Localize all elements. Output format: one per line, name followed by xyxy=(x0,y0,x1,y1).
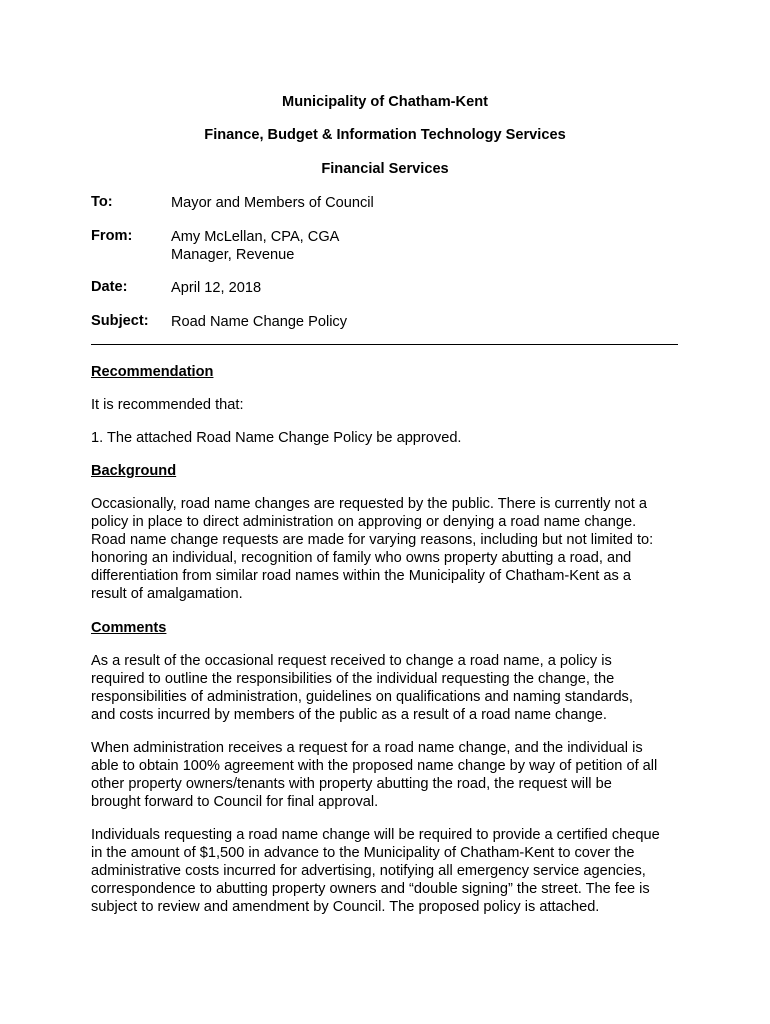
from-name: Amy McLellan, CPA, CGA xyxy=(171,229,340,245)
to-value: Mayor and Members of Council xyxy=(171,195,374,211)
recommendation-item: 1. The attached Road Name Change Policy be approved. xyxy=(91,430,462,446)
comments-line: As a result of the occasional request received to change a road name, a policy is xyxy=(91,653,612,669)
from-title: Manager, Revenue xyxy=(171,247,295,263)
comments-line: Individuals requesting a road name change will be required to provide a certified cheque xyxy=(91,827,660,843)
comments-paragraph-3 xyxy=(91,827,691,917)
department-title: Finance, Budget & Information Technology Services xyxy=(204,127,566,143)
horizontal-rule xyxy=(91,344,678,345)
from-label: From: xyxy=(91,228,133,244)
comments-line: in the amount of $1,500 in advance to the Municipality of Chatham-Kent to cover the xyxy=(91,844,635,861)
comments-line: brought forward to Council for final approval. xyxy=(91,793,379,810)
date-value: April 12, 2018 xyxy=(171,280,262,296)
comments-line: other property owners/tenants with property abutting the road, the request will be xyxy=(91,775,612,792)
subject-label: Subject: xyxy=(91,313,149,329)
background-line: Road name change requests are made for varying reasons, including but not limited to: xyxy=(91,531,654,548)
comments-heading: Comments xyxy=(91,620,167,636)
background-line: result of amalgamation. xyxy=(91,585,243,602)
comments-line: required to outline the responsibilities of the individual requesting the change, the xyxy=(91,670,615,687)
comments-paragraph-2 xyxy=(91,740,691,812)
comments-line: subject to review and amendment by Council. The proposed policy is attached. xyxy=(91,898,600,915)
background-line: Occasionally, road name changes are requested by the public. There is currently not a xyxy=(91,496,647,512)
comments-line: responsibilities of administration, guidelines on qualifications and naming standards, xyxy=(91,688,633,705)
comments-paragraph-1 xyxy=(91,653,691,725)
background-line: policy in place to direct administration on approving or denying a road name change. xyxy=(91,513,637,530)
background-paragraph xyxy=(91,496,691,603)
comments-line: able to obtain 100% agreement with the proposed name change by way of petition of all xyxy=(91,757,658,774)
recommendation-intro: It is recommended that: xyxy=(91,397,244,413)
comments-line: When administration receives a request for a road name change, and the individual is xyxy=(91,740,643,756)
background-line: honoring an individual, recognition of family who owns property abutting a road, and xyxy=(91,549,632,566)
comments-line: correspondence to abutting property owners and “double signing” the street. The fee is xyxy=(91,880,650,897)
comments-line: administrative costs incurred for advertising, notifying all emergency service agencies, xyxy=(91,862,646,879)
recommendation-heading: Recommendation xyxy=(91,364,214,380)
comments-line: and costs incurred by members of the public as a result of a road name change. xyxy=(91,706,607,723)
subject-value: Road Name Change Policy xyxy=(171,314,348,330)
to-label: To: xyxy=(91,194,113,210)
background-line: differentiation from similar road names within the Municipality of Chatham-Kent as a xyxy=(91,567,631,584)
background-heading: Background xyxy=(91,463,177,479)
org-title: Municipality of Chatham-Kent xyxy=(282,94,488,110)
division-title: Financial Services xyxy=(321,161,449,177)
date-label: Date: xyxy=(91,279,128,295)
